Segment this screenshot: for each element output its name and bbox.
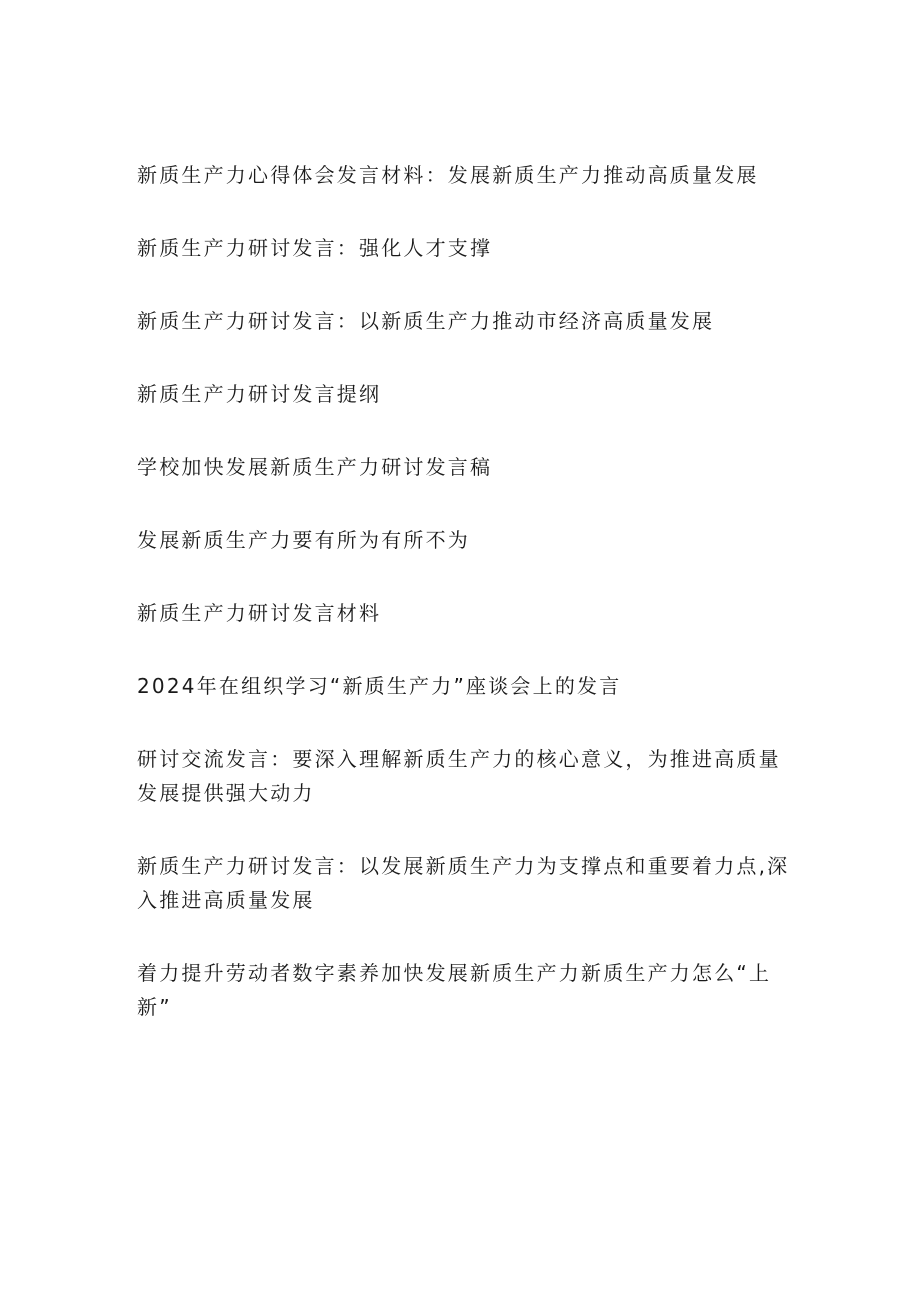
list-item: 新质生产力心得体会发言材料：发展新质生产力推动高质量发展 [137, 163, 759, 187]
list-item: 着力提升劳动者数字素养加快发展新质生产力新质生产力怎么“上新” [137, 961, 772, 1019]
list-item: 研讨交流发言：要深入理解新质生产力的核心意义，为推进高质量发展提供强大动力 [137, 747, 781, 805]
document-title-list [137, 158, 797, 1063]
list-item: 新质生产力研讨发言：以发展新质生产力为支撑点和重要着力点,深入推进高质量发展 [137, 854, 790, 912]
list-item: 新质生产力研讨发言提纲 [137, 382, 382, 406]
list-item: 学校加快发展新质生产力研讨发言稿 [137, 455, 493, 479]
list-item: 新质生产力研讨发言材料 [137, 601, 382, 625]
list-item: 新质生产力研讨发言：以新质生产力推动市经济高质量发展 [137, 309, 715, 333]
list-item: 发展新质生产力要有所为有所不为 [137, 528, 470, 552]
list-item: 2024年在组织学习“新质生产力”座谈会上的发言 [137, 674, 622, 698]
list-item: 新质生产力研讨发言：强化人才支撑 [137, 236, 493, 260]
